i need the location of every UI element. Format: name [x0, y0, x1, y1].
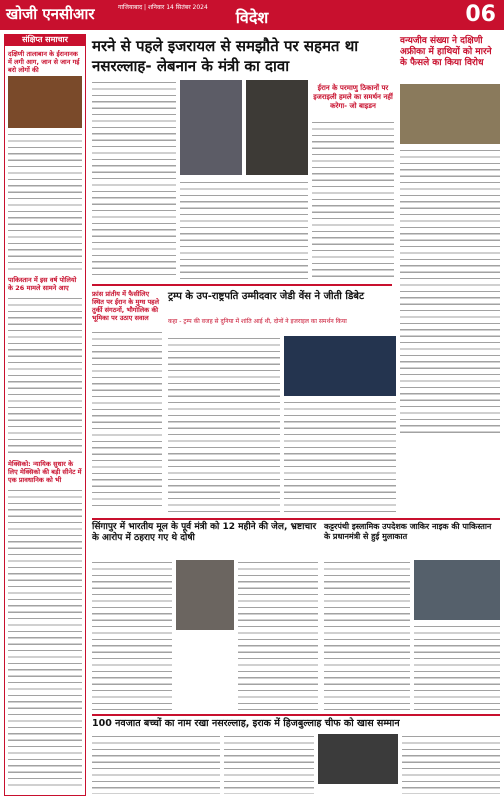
divider [92, 284, 392, 286]
elephants-photo [400, 84, 500, 144]
left-text-3 [8, 488, 82, 788]
masthead [0, 0, 504, 30]
divider-3 [92, 714, 500, 716]
right-headline: वन्यजीव संख्या ने दक्षिणी अफ्रीका में हाथियों को मारने के फैसले का किया विरोध [400, 36, 492, 68]
right-text [400, 148, 500, 438]
crowd-photo [318, 734, 398, 784]
naik-text-1 [324, 560, 410, 710]
left-headline-1: दक्षिणी तालाबान के ईरानानक में लगी आग, जान से जान गई बरो लोगों की [8, 50, 80, 74]
minister-photo [176, 560, 234, 630]
fire-photo [8, 76, 82, 128]
left-headline-2: पाकिस्तान में इस वर्ष पोलियो के 26 मामले सामने आए [8, 276, 77, 292]
left-text-2 [8, 296, 82, 456]
naik-headline: कट्टरपंथी इस्लामिक उपदेशक जाकिर नाइक की पाकिस्तान के प्रधानमंत्री से हुई मुलाकात [324, 522, 492, 541]
bottom-headline: 100 नवजात बच्चों का नाम रखा नसरल्लाह, इराक में हिजबुल्लाह चीफ को खास सम्मान [92, 718, 400, 729]
main-text-col-2 [180, 180, 308, 280]
bottom-text-1 [92, 734, 220, 794]
debate-subhead: कहा - ट्रम्प की वजह से दुनिया में शांति आई थी, दोनों ने इजराइल का समर्थन किया [168, 318, 347, 325]
left-text-1 [8, 132, 82, 272]
main-headline: मरने से पहले इजरायल से समझौते पर सहमत था नसरल्लाह- लेबनान के मंत्री का दावा [92, 37, 359, 75]
bottom-text-2 [224, 734, 314, 794]
main-text-col-3 [312, 120, 394, 280]
debate-text [168, 336, 280, 514]
debate-photo [284, 336, 396, 396]
side-headline: फ्रांस प्रांतीय में फैसीलिए स्थित पर ईरान के मुग्ध पहले तुर्की संगठनों, भौगोलिक की भूमिका पर उठाए सवाल [92, 290, 160, 322]
netanyahu-photo [180, 80, 242, 175]
nasrallah-photo [246, 80, 308, 175]
bottom-text-3 [402, 734, 500, 794]
singapore-text-2 [238, 560, 318, 710]
naik-text-2 [414, 624, 500, 710]
newspaper-logo: खोजी एनसीआर [6, 5, 95, 23]
main-text-col-1 [92, 80, 176, 280]
brief-news-tag: संक्षिप्त समाचार [4, 34, 86, 46]
divider-2 [92, 518, 500, 520]
issue-line: गाजियाबाद | शनिवार 14 सितंबर 2024 [118, 4, 208, 11]
side-text [92, 330, 162, 510]
page-number: 06 [465, 2, 496, 27]
debate-text-2 [284, 400, 396, 514]
debate-headline: ट्रम्प के उप-राष्ट्रपति उम्मीदवार जेडी वेंस ने जीती डिबेट [168, 291, 365, 302]
singapore-headline: सिंगापुर में भारतीय मूल के पूर्व मंत्री को 12 महीने की जेल, भ्रष्टाचार के आरोप में ठहराए गए थे दोषी [92, 522, 317, 543]
left-headline-3: मेक्सिको: न्यायिक सुधार के लिए मेक्सिको की बड़ी सीनेट में एक प्रावधानिक को भी [8, 460, 82, 484]
pull-quote: ईरान के परमाणु ठिकानों पर इजराइली हमले का समर्थन नहीं करेगा- जो बाइडन [313, 84, 393, 110]
section-title: विदेश [235, 8, 269, 27]
singapore-text-1 [92, 560, 172, 710]
naik-photo [414, 560, 500, 620]
